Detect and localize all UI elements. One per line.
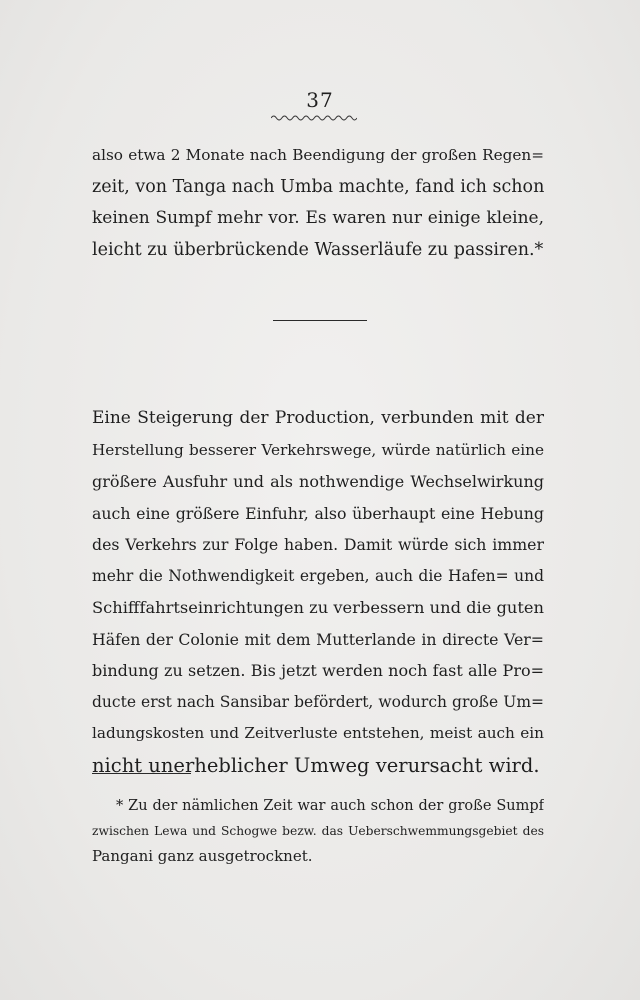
text-line: bindung zu setzen. Bis jetzt werden noch fast alle Pro= (92, 661, 544, 680)
text-line: nicht unerheblicher Umweg verursacht wird. (92, 753, 540, 777)
text-line: größere Ausfuhr und als nothwendige Wechselwirkung (92, 472, 544, 491)
paragraph-2 (92, 403, 544, 781)
text-line: keinen Sumpf mehr vor. Es waren nur einige kleine, (92, 208, 544, 228)
text-line: zeit, von Tanga nach Umba machte, fand ich schon (92, 176, 544, 197)
footnote-line: zwischen Lewa und Schogwe bezw. das Ueberschwemmungsgebiet des (92, 824, 544, 838)
text-line: des Verkehrs zur Folge haben. Damit würde sich immer (92, 535, 544, 554)
footnote (92, 794, 544, 869)
page-number-ornament (271, 114, 357, 122)
footnote-divider (92, 773, 191, 774)
page-number: 37 (306, 88, 334, 112)
text-line: also etwa 2 Monate nach Beendigung der großen Regen= (92, 146, 544, 164)
text-line: Herstellung besserer Verkehrswege, würde natürlich eine (92, 440, 544, 459)
footnote-line: Pangani ganz ausgetrocknet. (92, 847, 313, 865)
footnote-line: * Zu der nämlichen Zeit war auch schon der große Sumpf (116, 798, 544, 814)
text-line: ducte erst nach Sansibar befördert, wodurch große Um= (92, 692, 544, 711)
text-line: leicht zu überbrückende Wasserläufe zu passiren.* (92, 239, 544, 260)
paragraph-1 (92, 140, 544, 266)
text-line: auch eine größere Einfuhr, also überhaupt eine Hebung (92, 503, 544, 523)
text-line: ladungskosten und Zeitverluste entstehen, meist auch ein (92, 724, 544, 742)
text-line: Schifffahrtseinrichtungen zu verbessern und die guten (92, 598, 544, 617)
text-line: Eine Steigerung der Production, verbunden mit der (92, 408, 544, 428)
text-line: Häfen der Colonie mit dem Mutterlande in directe Ver= (92, 629, 544, 649)
section-divider (273, 320, 367, 321)
text-line: mehr die Nothwendigkeit ergeben, auch die Hafen= und (92, 566, 544, 585)
